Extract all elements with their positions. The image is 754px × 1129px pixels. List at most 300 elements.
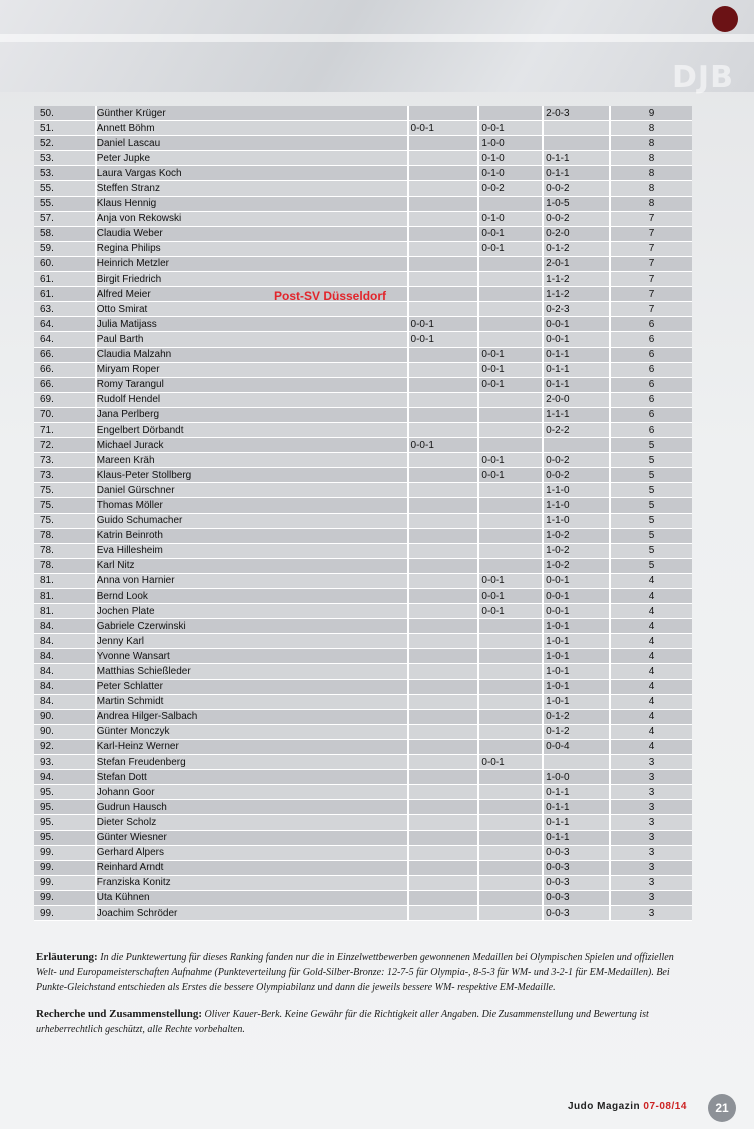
table-row bbox=[34, 619, 692, 634]
table-row bbox=[34, 136, 692, 151]
cell-og bbox=[408, 287, 479, 302]
table-row bbox=[34, 664, 692, 679]
cell-og bbox=[408, 256, 479, 271]
table-row bbox=[34, 709, 692, 724]
cell-og bbox=[408, 679, 479, 694]
cell-rank: 99. bbox=[34, 860, 96, 875]
table-row bbox=[34, 332, 692, 347]
cell-wm bbox=[478, 528, 543, 543]
cell-pts: 4 bbox=[610, 634, 692, 649]
cell-og bbox=[408, 875, 479, 890]
cell-rank: 58. bbox=[34, 226, 96, 241]
cell-og bbox=[408, 513, 479, 528]
table-row bbox=[34, 377, 692, 392]
cell-wm bbox=[478, 106, 543, 121]
cell-rank: 55. bbox=[34, 181, 96, 196]
cell-em: 1-0-0 bbox=[543, 770, 610, 785]
cell-em: 1-0-1 bbox=[543, 619, 610, 634]
cell-wm bbox=[478, 558, 543, 573]
cell-rank: 60. bbox=[34, 256, 96, 271]
cell-og bbox=[408, 106, 479, 121]
cell-name: Eva Hillesheim bbox=[96, 543, 408, 558]
cell-og bbox=[408, 800, 479, 815]
cell-pts: 3 bbox=[610, 815, 692, 830]
cell-rank: 69. bbox=[34, 392, 96, 407]
cell-pts: 3 bbox=[610, 800, 692, 815]
cell-name: Rudolf Hendel bbox=[96, 392, 408, 407]
cell-name: Birgit Friedrich bbox=[96, 272, 408, 287]
cell-rank: 78. bbox=[34, 543, 96, 558]
cell-pts: 6 bbox=[610, 377, 692, 392]
cell-pts: 3 bbox=[610, 830, 692, 845]
cell-pts: 6 bbox=[610, 347, 692, 362]
cell-em: 0-0-3 bbox=[543, 890, 610, 905]
explanation-label: Erläuterung: bbox=[36, 951, 98, 963]
cell-name: Laura Vargas Koch bbox=[96, 166, 408, 181]
cell-og bbox=[408, 151, 479, 166]
cell-em: 1-0-5 bbox=[543, 196, 610, 211]
cell-wm bbox=[478, 739, 543, 754]
cell-name: Jenny Karl bbox=[96, 634, 408, 649]
cell-wm: 0-0-1 bbox=[478, 573, 543, 588]
table-row bbox=[34, 860, 692, 875]
cell-pts: 5 bbox=[610, 468, 692, 483]
cell-og bbox=[408, 528, 479, 543]
cell-og bbox=[408, 166, 479, 181]
cell-em: 0-0-2 bbox=[543, 468, 610, 483]
table-row bbox=[34, 649, 692, 664]
cell-em: 2-0-3 bbox=[543, 106, 610, 121]
cell-wm: 0-0-1 bbox=[478, 241, 543, 256]
cell-og bbox=[408, 558, 479, 573]
cell-pts: 3 bbox=[610, 905, 692, 920]
cell-name: Romy Tarangul bbox=[96, 377, 408, 392]
djb-logo: DJB bbox=[672, 60, 734, 95]
cell-name: Gerhard Alpers bbox=[96, 845, 408, 860]
cell-rank: 93. bbox=[34, 755, 96, 770]
issue-number: 07-08/14 bbox=[643, 1101, 687, 1112]
cell-wm bbox=[478, 407, 543, 422]
cell-em: 1-0-1 bbox=[543, 634, 610, 649]
cell-wm: 0-0-2 bbox=[478, 181, 543, 196]
cell-pts: 5 bbox=[610, 438, 692, 453]
cell-wm bbox=[478, 694, 543, 709]
cell-og bbox=[408, 407, 479, 422]
cell-rank: 81. bbox=[34, 573, 96, 588]
cell-em: 0-1-2 bbox=[543, 709, 610, 724]
cell-rank: 84. bbox=[34, 664, 96, 679]
cell-pts: 5 bbox=[610, 558, 692, 573]
cell-wm bbox=[478, 830, 543, 845]
cell-name: Jochen Plate bbox=[96, 604, 408, 619]
cell-pts: 4 bbox=[610, 709, 692, 724]
cell-wm bbox=[478, 619, 543, 634]
cell-og bbox=[408, 634, 479, 649]
cell-rank: 51. bbox=[34, 121, 96, 136]
cell-wm bbox=[478, 543, 543, 558]
cell-wm: 0-1-0 bbox=[478, 166, 543, 181]
cell-og bbox=[408, 453, 479, 468]
table-row bbox=[34, 604, 692, 619]
cell-wm: 0-0-1 bbox=[478, 362, 543, 377]
table-row bbox=[34, 890, 692, 905]
cell-rank: 84. bbox=[34, 619, 96, 634]
cell-em: 0-2-0 bbox=[543, 226, 610, 241]
table-row bbox=[34, 106, 692, 121]
cell-rank: 71. bbox=[34, 422, 96, 437]
cell-rank: 94. bbox=[34, 770, 96, 785]
cell-og bbox=[408, 483, 479, 498]
cell-pts: 6 bbox=[610, 422, 692, 437]
cell-wm bbox=[478, 860, 543, 875]
cell-rank: 53. bbox=[34, 166, 96, 181]
cell-name: Anja von Rekowski bbox=[96, 211, 408, 226]
cell-wm bbox=[478, 422, 543, 437]
cell-og bbox=[408, 392, 479, 407]
cell-pts: 4 bbox=[610, 619, 692, 634]
header-background bbox=[0, 0, 754, 92]
cell-pts: 3 bbox=[610, 755, 692, 770]
cell-rank: 81. bbox=[34, 589, 96, 604]
cell-pts: 7 bbox=[610, 287, 692, 302]
cell-em bbox=[543, 755, 610, 770]
cell-rank: 95. bbox=[34, 800, 96, 815]
table-row bbox=[34, 166, 692, 181]
cell-pts: 5 bbox=[610, 528, 692, 543]
cell-wm bbox=[478, 498, 543, 513]
cell-em: 0-0-3 bbox=[543, 905, 610, 920]
cell-pts: 4 bbox=[610, 739, 692, 754]
cell-pts: 3 bbox=[610, 860, 692, 875]
cell-pts: 5 bbox=[610, 453, 692, 468]
cell-name: Gudrun Hausch bbox=[96, 800, 408, 815]
cell-rank: 84. bbox=[34, 694, 96, 709]
cell-og bbox=[408, 498, 479, 513]
table-row bbox=[34, 815, 692, 830]
cell-rank: 50. bbox=[34, 106, 96, 121]
cell-em: 0-1-1 bbox=[543, 362, 610, 377]
cell-em: 0-0-1 bbox=[543, 589, 610, 604]
cell-rank: 99. bbox=[34, 875, 96, 890]
table-row bbox=[34, 528, 692, 543]
cell-wm bbox=[478, 196, 543, 211]
cell-rank: 95. bbox=[34, 785, 96, 800]
cell-em: 1-1-2 bbox=[543, 287, 610, 302]
cell-rank: 63. bbox=[34, 302, 96, 317]
table-row bbox=[34, 875, 692, 890]
cell-wm: 0-0-1 bbox=[478, 468, 543, 483]
cell-em: 2-0-0 bbox=[543, 392, 610, 407]
cell-wm: 0-0-1 bbox=[478, 347, 543, 362]
cell-og bbox=[408, 905, 479, 920]
cell-og bbox=[408, 830, 479, 845]
cell-rank: 75. bbox=[34, 483, 96, 498]
cell-em: 1-0-1 bbox=[543, 664, 610, 679]
cell-og: 0-0-1 bbox=[408, 438, 479, 453]
cell-wm: 0-1-0 bbox=[478, 211, 543, 226]
cell-wm bbox=[478, 679, 543, 694]
table-row bbox=[34, 830, 692, 845]
cell-pts: 8 bbox=[610, 196, 692, 211]
cell-rank: 84. bbox=[34, 634, 96, 649]
cell-em: 0-1-1 bbox=[543, 785, 610, 800]
cell-name: Günter Monczyk bbox=[96, 724, 408, 739]
cell-name: Matthias Schießleder bbox=[96, 664, 408, 679]
cell-og bbox=[408, 196, 479, 211]
cell-name: Otto Smirat bbox=[96, 302, 408, 317]
table-row bbox=[34, 845, 692, 860]
cell-wm bbox=[478, 438, 543, 453]
cell-pts: 4 bbox=[610, 694, 692, 709]
cell-og bbox=[408, 136, 479, 151]
cell-name: Paul Barth bbox=[96, 332, 408, 347]
cell-em: 0-1-1 bbox=[543, 800, 610, 815]
cell-pts: 6 bbox=[610, 317, 692, 332]
cell-og bbox=[408, 604, 479, 619]
cell-og bbox=[408, 860, 479, 875]
cell-og bbox=[408, 709, 479, 724]
cell-rank: 78. bbox=[34, 528, 96, 543]
cell-pts: 5 bbox=[610, 543, 692, 558]
table-row bbox=[34, 272, 692, 287]
cell-em: 0-1-1 bbox=[543, 815, 610, 830]
club-annotation: Post-SV Düsseldorf bbox=[274, 289, 387, 303]
cell-em: 1-0-1 bbox=[543, 649, 610, 664]
cell-wm bbox=[478, 513, 543, 528]
cell-pts: 8 bbox=[610, 121, 692, 136]
cell-rank: 61. bbox=[34, 272, 96, 287]
cell-pts: 6 bbox=[610, 407, 692, 422]
research-text: Oliver Kauer-Berk. Keine Gewähr für die Richtigkeit aller Angaben. Die Zusammenstellung und Bewertung ist urheberrechtlich geschützt, alle Rechte vorbehalten. bbox=[36, 1009, 649, 1035]
cell-em: 0-0-2 bbox=[543, 211, 610, 226]
cell-pts: 5 bbox=[610, 498, 692, 513]
cell-wm bbox=[478, 800, 543, 815]
cell-og bbox=[408, 302, 479, 317]
cell-name: Mareen Kräh bbox=[96, 453, 408, 468]
table-row bbox=[34, 724, 692, 739]
cell-rank: 84. bbox=[34, 649, 96, 664]
cell-pts: 8 bbox=[610, 151, 692, 166]
cell-pts: 3 bbox=[610, 770, 692, 785]
cell-name: Andrea Hilger-Salbach bbox=[96, 709, 408, 724]
cell-em: 1-1-0 bbox=[543, 513, 610, 528]
cell-em: 2-0-1 bbox=[543, 256, 610, 271]
research-label: Recherche und Zusammenstellung: bbox=[36, 1008, 203, 1020]
magazine-name: Judo Magazin bbox=[568, 1101, 641, 1112]
cell-og bbox=[408, 181, 479, 196]
cell-og bbox=[408, 770, 479, 785]
cell-og bbox=[408, 694, 479, 709]
cell-em: 0-0-2 bbox=[543, 453, 610, 468]
cell-rank: 90. bbox=[34, 709, 96, 724]
table-row bbox=[34, 256, 692, 271]
table-row bbox=[34, 181, 692, 196]
cell-rank: 66. bbox=[34, 377, 96, 392]
cell-name: Johann Goor bbox=[96, 785, 408, 800]
cell-pts: 4 bbox=[610, 589, 692, 604]
cell-og bbox=[408, 845, 479, 860]
cell-og bbox=[408, 573, 479, 588]
table-row bbox=[34, 422, 692, 437]
cell-name: Daniel Gürschner bbox=[96, 483, 408, 498]
cell-rank: 99. bbox=[34, 845, 96, 860]
cell-rank: 59. bbox=[34, 241, 96, 256]
cell-og: 0-0-1 bbox=[408, 332, 479, 347]
cell-name: Miryam Roper bbox=[96, 362, 408, 377]
cell-em: 0-0-1 bbox=[543, 317, 610, 332]
cell-rank: 53. bbox=[34, 151, 96, 166]
cell-og bbox=[408, 377, 479, 392]
cell-em: 0-1-1 bbox=[543, 347, 610, 362]
cell-rank: 57. bbox=[34, 211, 96, 226]
cell-name: Dieter Scholz bbox=[96, 815, 408, 830]
cell-pts: 6 bbox=[610, 362, 692, 377]
table-row bbox=[34, 347, 692, 362]
cell-pts: 4 bbox=[610, 649, 692, 664]
table-row bbox=[34, 679, 692, 694]
cell-rank: 72. bbox=[34, 438, 96, 453]
cell-rank: 92. bbox=[34, 739, 96, 754]
cell-pts: 8 bbox=[610, 166, 692, 181]
cell-og bbox=[408, 724, 479, 739]
cell-wm bbox=[478, 287, 543, 302]
table-row bbox=[34, 241, 692, 256]
explanation-text: In die Punktewertung für dieses Ranking fanden nur die in Einzelwettbewerben gewonnenen Medaillen bei Olympischen Spielen und offiziellen Welt- und Europameisterschaften Aufnahme (Punkteverteilung für Gold-Silber-Bronze: 12-7-5 für Olympia-, 8-5-3 für WM- und 3-2-1 für EM-Medaillen). Bei Punkte-Gleichstand entschieden als Erstes die bessere Olympiabilanz und dann die jeweils bessere WM- respektive EM-Medaille. bbox=[36, 952, 674, 993]
cell-name: Anna von Harnier bbox=[96, 573, 408, 588]
cell-pts: 7 bbox=[610, 211, 692, 226]
cell-og bbox=[408, 362, 479, 377]
table-row bbox=[34, 302, 692, 317]
cell-wm bbox=[478, 649, 543, 664]
cell-og bbox=[408, 543, 479, 558]
cell-wm bbox=[478, 392, 543, 407]
cell-wm bbox=[478, 483, 543, 498]
cell-rank: 84. bbox=[34, 679, 96, 694]
cell-name: Yvonne Wansart bbox=[96, 649, 408, 664]
cell-em: 0-1-1 bbox=[543, 830, 610, 845]
cell-name: Guido Schumacher bbox=[96, 513, 408, 528]
cell-wm bbox=[478, 770, 543, 785]
cell-name: Thomas Möller bbox=[96, 498, 408, 513]
table-row bbox=[34, 498, 692, 513]
table-row bbox=[34, 513, 692, 528]
cell-og bbox=[408, 272, 479, 287]
cell-pts: 6 bbox=[610, 332, 692, 347]
cell-name: Klaus-Peter Stollberg bbox=[96, 468, 408, 483]
cell-rank: 75. bbox=[34, 513, 96, 528]
cell-name: Regina Philips bbox=[96, 241, 408, 256]
cell-wm bbox=[478, 302, 543, 317]
cell-em: 0-1-2 bbox=[543, 724, 610, 739]
ranking-table bbox=[34, 106, 692, 921]
cell-rank: 66. bbox=[34, 362, 96, 377]
cell-name: Reinhard Arndt bbox=[96, 860, 408, 875]
table-row bbox=[34, 453, 692, 468]
cell-rank: 75. bbox=[34, 498, 96, 513]
research-paragraph bbox=[36, 1007, 696, 1037]
cell-pts: 4 bbox=[610, 724, 692, 739]
cell-pts: 3 bbox=[610, 875, 692, 890]
cell-em: 1-1-0 bbox=[543, 483, 610, 498]
cell-wm: 0-0-1 bbox=[478, 604, 543, 619]
cell-og bbox=[408, 649, 479, 664]
table-row bbox=[34, 558, 692, 573]
cell-wm bbox=[478, 815, 543, 830]
cell-wm bbox=[478, 905, 543, 920]
cell-wm: 0-0-1 bbox=[478, 226, 543, 241]
cell-rank: 64. bbox=[34, 317, 96, 332]
cell-og bbox=[408, 241, 479, 256]
cell-em: 0-0-3 bbox=[543, 845, 610, 860]
cell-em: 0-1-1 bbox=[543, 166, 610, 181]
cell-wm bbox=[478, 317, 543, 332]
cell-name: Steffen Stranz bbox=[96, 181, 408, 196]
cell-name: Uta Kühnen bbox=[96, 890, 408, 905]
cell-rank: 99. bbox=[34, 890, 96, 905]
cell-em: 1-0-2 bbox=[543, 528, 610, 543]
table-row bbox=[34, 438, 692, 453]
cell-rank: 66. bbox=[34, 347, 96, 362]
table-row bbox=[34, 905, 692, 920]
cell-pts: 4 bbox=[610, 664, 692, 679]
cell-name: Martin Schmidt bbox=[96, 694, 408, 709]
cell-em bbox=[543, 121, 610, 136]
cell-name: Klaus Hennig bbox=[96, 196, 408, 211]
cell-wm bbox=[478, 890, 543, 905]
cell-pts: 3 bbox=[610, 845, 692, 860]
cell-name: Bernd Look bbox=[96, 589, 408, 604]
cell-wm bbox=[478, 332, 543, 347]
cell-og bbox=[408, 785, 479, 800]
cell-name: Julia Matijass bbox=[96, 317, 408, 332]
cell-pts: 8 bbox=[610, 181, 692, 196]
table-row bbox=[34, 589, 692, 604]
ranking-table-body bbox=[34, 106, 692, 921]
cell-og bbox=[408, 890, 479, 905]
cell-em: 1-0-2 bbox=[543, 558, 610, 573]
cell-em: 0-1-1 bbox=[543, 377, 610, 392]
cell-em: 1-0-1 bbox=[543, 694, 610, 709]
cell-em: 0-0-1 bbox=[543, 604, 610, 619]
cell-pts: 7 bbox=[610, 272, 692, 287]
table-row bbox=[34, 362, 692, 377]
explanation-paragraph bbox=[36, 950, 696, 995]
cell-pts: 7 bbox=[610, 302, 692, 317]
cell-rank: 78. bbox=[34, 558, 96, 573]
cell-name: Engelbert Dörbandt bbox=[96, 422, 408, 437]
cell-wm: 0-0-1 bbox=[478, 589, 543, 604]
cell-pts: 5 bbox=[610, 513, 692, 528]
cell-og bbox=[408, 468, 479, 483]
cell-name: Michael Jurack bbox=[96, 438, 408, 453]
cell-em bbox=[543, 438, 610, 453]
cell-name: Peter Jupke bbox=[96, 151, 408, 166]
cell-name: Joachim Schröder bbox=[96, 905, 408, 920]
cell-wm bbox=[478, 272, 543, 287]
table-row bbox=[34, 392, 692, 407]
cell-og bbox=[408, 211, 479, 226]
cell-wm bbox=[478, 664, 543, 679]
cell-em: 1-0-2 bbox=[543, 543, 610, 558]
cell-name: Katrin Beinroth bbox=[96, 528, 408, 543]
cell-name: Franziska Konitz bbox=[96, 875, 408, 890]
cell-em: 0-0-1 bbox=[543, 573, 610, 588]
cell-em: 0-0-3 bbox=[543, 875, 610, 890]
cell-pts: 4 bbox=[610, 679, 692, 694]
cell-og bbox=[408, 589, 479, 604]
table-row bbox=[34, 543, 692, 558]
cell-wm bbox=[478, 845, 543, 860]
